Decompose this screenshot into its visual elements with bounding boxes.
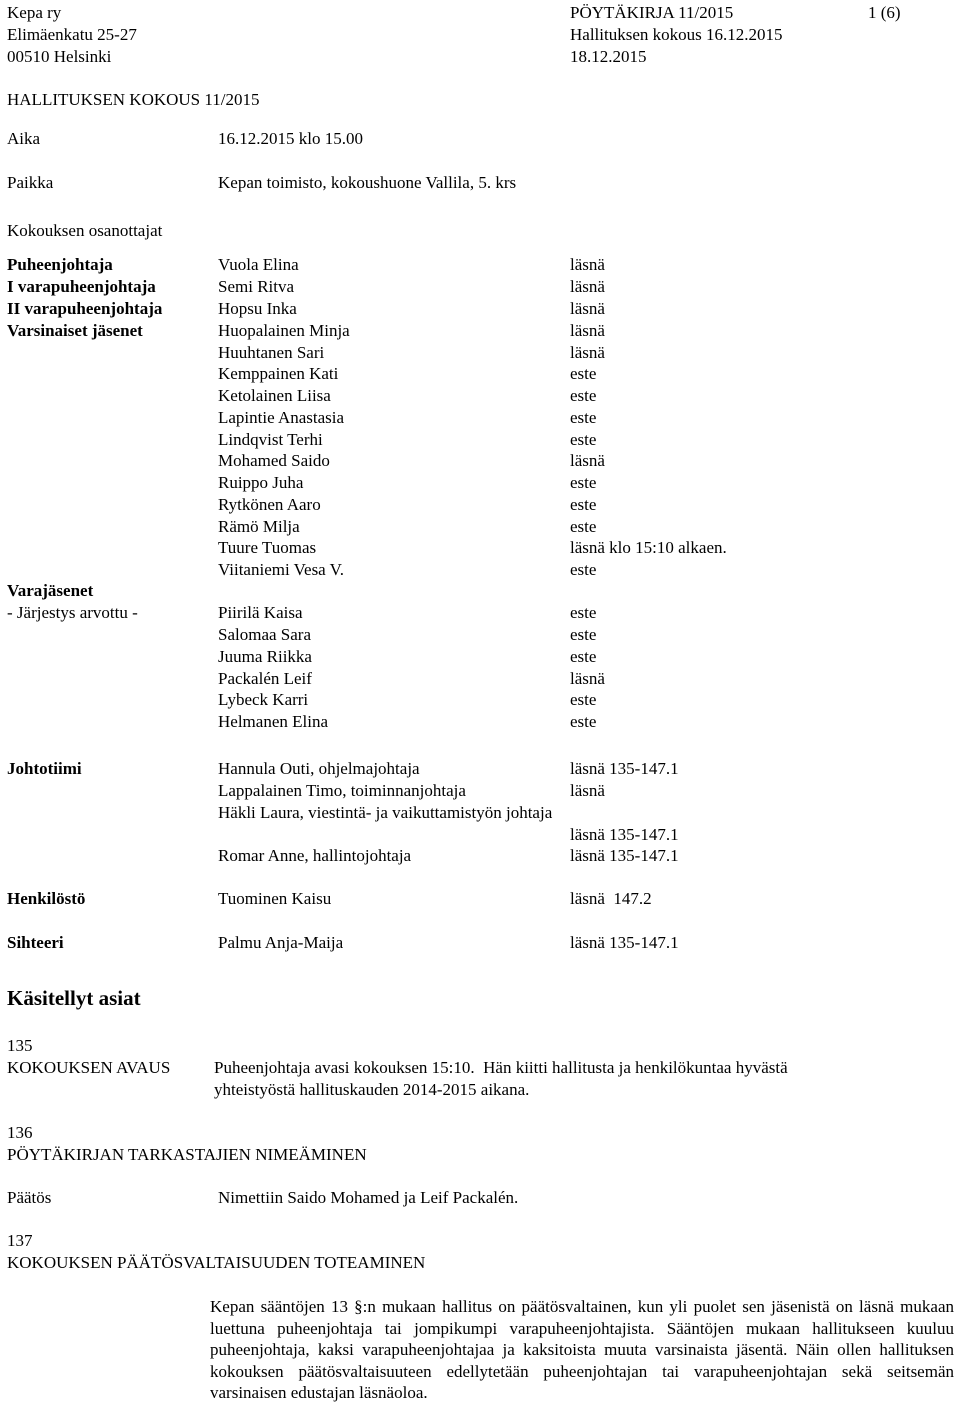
doc-date: 18.12.2015	[570, 47, 647, 66]
item-135-text-line2: yhteistyöstä hallituskauden 2014-2015 aikana.	[214, 1080, 530, 1099]
member-status: este	[570, 495, 597, 514]
deputy-name: Helmanen Elina	[218, 712, 328, 731]
member-name: Kemppainen Kati	[218, 364, 339, 383]
deputy-status: este	[570, 690, 597, 709]
org-address-street: Elimäenkatu 25-27	[7, 25, 137, 44]
deputies-note: - Järjestys arvottu -	[7, 603, 138, 622]
item-137-number: 137	[7, 1231, 33, 1250]
member-status: läsnä	[570, 343, 605, 362]
deputy-status: este	[570, 625, 597, 644]
member-name: Huuhtanen Sari	[218, 343, 325, 362]
member-status: läsnä	[570, 255, 605, 274]
org-name: Kepa ry	[7, 3, 62, 22]
secretary-status: läsnä 135-147.1	[570, 933, 679, 952]
item-135-number: 135	[7, 1036, 33, 1055]
secretary-label: Sihteeri	[7, 933, 64, 952]
management-name: Lappalainen Timo, toiminnanjohtaja	[218, 781, 466, 800]
member-status: este	[570, 386, 597, 405]
item-136-decision: Nimettiin Saido Mohamed ja Leif Packalén.	[218, 1188, 519, 1207]
member-status: este	[570, 560, 597, 579]
doc-title: PÖYTÄKIRJA 11/2015	[570, 3, 734, 22]
member-name: Lindqvist Terhi	[218, 430, 323, 449]
member-status: läsnä	[570, 277, 605, 296]
member-name: Huopalainen Minja	[218, 321, 350, 340]
deputy-name: Juuma Riikka	[218, 647, 312, 666]
member-status: läsnä klo 15:10 alkaen.	[570, 538, 727, 557]
member-name: Rytkönen Aaro	[218, 495, 321, 514]
item-137-text: Kepan sääntöjen 13 §:n mukaan hallitus on päätösvaltainen, kun yli puolet sen jäsenistä on läsnä mukaan luettuna puheenjohtaja tai jompikumpi varapuheenjohtajista. Sääntöjen mukaan hallitukseen kuuluu puheenjohtaja, kaksi varapuheenjohtajaa ja kaksitoista muuta varsinaista jäsentä. Näin ollen hallituksen kokouksen päätösvaltaisuuteen edellytetään puheenjohtajan tai varapuheenjohtajan sekä seitsemän varsinaisen edustajan läsnäoloa.	[210, 1297, 954, 1402]
page-number: 1 (6)	[868, 3, 901, 22]
management-label: Johtotiimi	[7, 759, 82, 778]
member-name: Ketolainen Liisa	[218, 386, 331, 405]
management-status: läsnä 135-147.1	[570, 759, 679, 778]
member-role: Varsinaiset jäsenet	[7, 321, 143, 340]
member-name: Tuure Tuomas	[218, 538, 317, 557]
org-address-city: 00510 Helsinki	[7, 47, 112, 66]
member-status: este	[570, 408, 597, 427]
management-status: läsnä	[570, 781, 605, 800]
staff-label: Henkilöstö	[7, 889, 86, 908]
deputy-name: Salomaa Sara	[218, 625, 311, 644]
member-name: Mohamed Saido	[218, 451, 330, 470]
time-label: Aika	[7, 129, 41, 148]
management-status: läsnä 135-147.1	[570, 846, 679, 865]
deputy-name: Packalén Leif	[218, 669, 312, 688]
management-name: Häkli Laura, viestintä- ja vaikuttamistyön johtaja	[218, 803, 553, 822]
item-136-title: PÖYTÄKIRJAN TARKASTAJIEN NIMEÄMINEN	[7, 1145, 367, 1164]
member-name: Ruippo Juha	[218, 473, 304, 492]
secretary-name: Palmu Anja-Maija	[218, 933, 344, 952]
item-135-title: KOKOUKSEN AVAUS	[7, 1058, 171, 1077]
item-137-title: KOKOUKSEN PÄÄTÖSVALTAISUUDEN TOTEAMINEN	[7, 1253, 426, 1272]
member-status: este	[570, 430, 597, 449]
items-heading: Käsitellyt asiat	[7, 986, 141, 1010]
member-status: este	[570, 364, 597, 383]
deputy-status: este	[570, 712, 597, 731]
participants-heading: Kokouksen osanottajat	[7, 221, 163, 240]
management-name: Romar Anne, hallintojohtaja	[218, 846, 412, 865]
member-name: Lapintie Anastasia	[218, 408, 345, 427]
member-status: läsnä	[570, 321, 605, 340]
member-role: Puheenjohtaja	[7, 255, 113, 274]
meeting-title: HALLITUKSEN KOKOUS 11/2015	[7, 90, 260, 109]
member-name: Vuola Elina	[218, 255, 299, 274]
place-value: Kepan toimisto, kokoushuone Vallila, 5. krs	[218, 173, 517, 192]
deputy-name: Lybeck Karri	[218, 690, 309, 709]
member-name: Viitaniemi Vesa V.	[218, 560, 345, 579]
member-role: II varapuheenjohtaja	[7, 299, 163, 318]
member-name: Hopsu Inka	[218, 299, 297, 318]
deputy-status: este	[570, 603, 597, 622]
deputy-status: läsnä	[570, 669, 605, 688]
member-status: läsnä	[570, 451, 605, 470]
member-status: läsnä	[570, 299, 605, 318]
staff-name: Tuominen Kaisu	[218, 889, 332, 908]
place-label: Paikka	[7, 173, 54, 192]
deputies-heading: Varajäsenet	[7, 581, 94, 600]
staff-status: läsnä 147.2	[570, 889, 652, 908]
item-136-decision-label: Päätös	[7, 1188, 52, 1207]
management-name: Hannula Outi, ohjelmajohtaja	[218, 759, 420, 778]
management-status: läsnä 135-147.1	[570, 825, 679, 844]
member-status: este	[570, 473, 597, 492]
item-135-text-line1: Puheenjohtaja avasi kokouksen 15:10. Hän kiitti hallitusta ja henkilökuntaa hyvästä	[214, 1058, 788, 1077]
meeting-name: Hallituksen kokous 16.12.2015	[570, 25, 783, 44]
member-name: Rämö Milja	[218, 517, 300, 536]
deputy-name: Piirilä Kaisa	[218, 603, 303, 622]
item-136-number: 136	[7, 1123, 33, 1142]
deputy-status: este	[570, 647, 597, 666]
member-role: I varapuheenjohtaja	[7, 277, 156, 296]
member-name: Semi Ritva	[218, 277, 295, 296]
time-value: 16.12.2015 klo 15.00	[218, 129, 363, 148]
member-status: este	[570, 517, 597, 536]
